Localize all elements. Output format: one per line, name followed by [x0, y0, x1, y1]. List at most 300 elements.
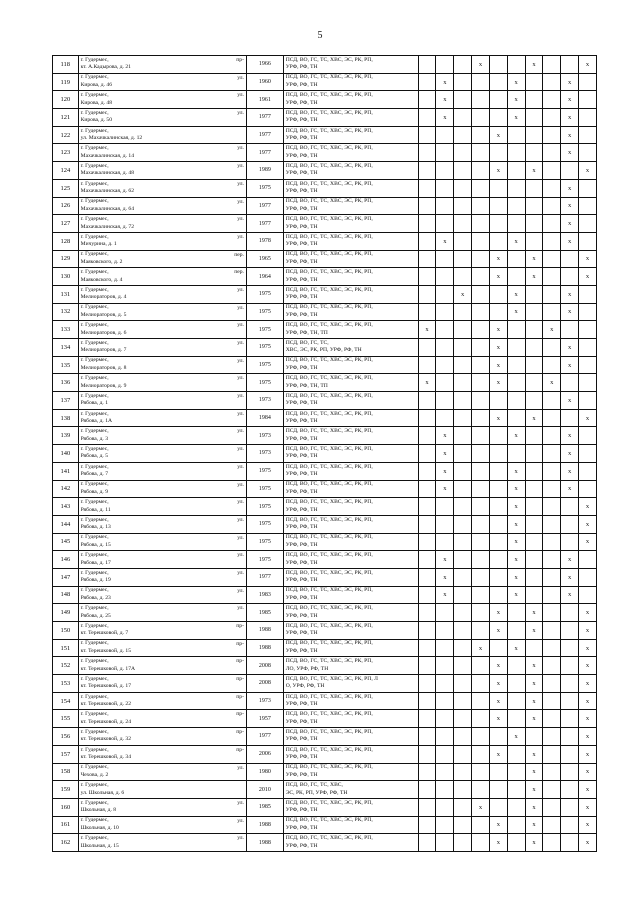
address-street-type: ул. [237, 375, 244, 382]
mark-cell: x [579, 604, 597, 622]
mark-cell: x [525, 409, 543, 427]
build-year: 1977 [246, 197, 283, 215]
mark-cell [454, 109, 472, 127]
services-line-1: ПСД, ВО, ГС, ТС, ХВС, ЭС, РК, РП, [285, 428, 373, 435]
address-street: кт. Терешковой, д. 17А [80, 665, 136, 672]
build-year: 1975 [246, 533, 283, 551]
mark-cell: x [561, 551, 579, 569]
address-street-type: пр- [236, 711, 244, 718]
row-number: 160 [53, 798, 79, 816]
address-street: Махачкалинская, д. 14 [80, 152, 135, 159]
mark-cell: x [579, 162, 597, 180]
address-city: г. Гудермес, [80, 92, 109, 99]
services-line-1: ПСД, ВО, ГС, ТС, ХВС, ЭС, РК, РП, [285, 198, 373, 205]
address-street: Рябова, д. 25 [80, 612, 111, 619]
mark-cell [507, 622, 525, 640]
address-street: кт. Терешковой, д. 15 [80, 648, 132, 655]
mark-cell [507, 798, 525, 816]
mark-cell [561, 710, 579, 728]
services-cell [283, 675, 418, 693]
address-street: Школьная, д. 8 [80, 807, 117, 814]
mark-cell [454, 639, 472, 657]
mark-cell [543, 498, 561, 516]
table-row [53, 303, 597, 321]
mark-cell [472, 73, 490, 91]
mark-cell [454, 250, 472, 268]
mark-cell [561, 622, 579, 640]
mark-cell [525, 462, 543, 480]
address-cell [78, 533, 246, 551]
services-line-2: УРФ, РФ, ТН [285, 294, 318, 301]
table-row [53, 657, 597, 675]
row-number: 137 [53, 392, 79, 410]
address-cell [78, 622, 246, 640]
table-row [53, 162, 597, 180]
mark-cell [525, 374, 543, 392]
mark-cell [543, 268, 561, 286]
mark-cell [579, 179, 597, 197]
mark-cell [454, 745, 472, 763]
address-street-type: ул. [237, 304, 244, 311]
address-city: г. Гудермес, [80, 481, 109, 488]
table-row [53, 250, 597, 268]
mark-cell [436, 303, 454, 321]
services-line-1: ПСД, ВО, ГС, ТС, ХВС, ЭС, РК, РП, Л [285, 675, 378, 682]
row-number: 140 [53, 445, 79, 463]
address-cell [78, 586, 246, 604]
mark-cell: x [525, 710, 543, 728]
mark-cell [489, 144, 507, 162]
mark-cell [489, 462, 507, 480]
build-year: 2008 [246, 657, 283, 675]
mark-cell: x [525, 834, 543, 852]
address-street-type: ул. [237, 357, 244, 364]
services-cell [283, 515, 418, 533]
address-street-type: ул. [237, 340, 244, 346]
mark-cell [472, 374, 490, 392]
services-line-2: УРФ, РФ, ТН, ТП [285, 329, 328, 336]
address-city: г. Гудермес, [80, 622, 109, 629]
services-cell [283, 374, 418, 392]
mark-cell [489, 798, 507, 816]
mark-cell: x [561, 445, 579, 463]
mark-cell [543, 834, 561, 852]
mark-cell [436, 179, 454, 197]
mark-cell: x [489, 356, 507, 374]
table-body [53, 56, 597, 852]
mark-cell: x [579, 675, 597, 693]
mark-cell: x [418, 321, 436, 339]
mark-cell: x [489, 657, 507, 675]
services-line-2: УРФ, РФ, ТН [285, 771, 318, 778]
address-cell [78, 392, 246, 410]
mark-cell [454, 197, 472, 215]
mark-cell [472, 197, 490, 215]
mark-cell [472, 285, 490, 303]
row-number: 123 [53, 144, 79, 162]
services-line-2: УРФ, РФ, ТН [285, 594, 318, 601]
mark-cell [507, 445, 525, 463]
services-line-2: ЛО, УРФ, РФ, ТН [285, 665, 329, 672]
mark-cell [472, 409, 490, 427]
mark-cell [472, 675, 490, 693]
mark-cell [454, 91, 472, 109]
mark-cell [561, 374, 579, 392]
services-cell [283, 268, 418, 286]
services-line-1: ПСД, ВО, ГС, ТС, ХВС, ЭС, РК, РП, [285, 215, 373, 222]
address-street-type: ул. [237, 428, 244, 435]
mark-cell [525, 321, 543, 339]
address-cell [78, 480, 246, 498]
mark-cell [543, 427, 561, 445]
mark-cell [472, 692, 490, 710]
build-year: 2006 [246, 745, 283, 763]
mark-cell [418, 356, 436, 374]
build-year: 1988 [246, 622, 283, 640]
address-city: г. Гудермес, [80, 534, 109, 541]
mark-cell [579, 374, 597, 392]
table-row [53, 798, 597, 816]
services-cell [283, 622, 418, 640]
address-street-type: ул. [237, 286, 244, 293]
mark-cell [436, 657, 454, 675]
mark-cell [489, 73, 507, 91]
address-cell [78, 56, 246, 74]
mark-cell [489, 197, 507, 215]
mark-cell: x [579, 657, 597, 675]
mark-cell [489, 445, 507, 463]
mark-cell [436, 781, 454, 799]
mark-cell [561, 533, 579, 551]
table-row [53, 568, 597, 586]
address-city: г. Гудермес, [80, 251, 109, 258]
services-line-1: ПСД, ВО, ГС, ТС, ХВС, [285, 781, 343, 788]
mark-cell [472, 179, 490, 197]
mark-cell [436, 321, 454, 339]
address-city: г. Гудермес, [80, 215, 109, 222]
mark-cell [454, 568, 472, 586]
address-street: Школьная, д. 10 [80, 824, 119, 831]
mark-cell [418, 339, 436, 357]
mark-cell [436, 126, 454, 144]
mark-cell [561, 692, 579, 710]
table-row [53, 551, 597, 569]
services-cell [283, 356, 418, 374]
row-number: 162 [53, 834, 79, 852]
mark-cell: x [561, 392, 579, 410]
services-line-2: УРФ, РФ, ТН [285, 223, 318, 230]
mark-cell [525, 392, 543, 410]
mark-cell: x [436, 427, 454, 445]
mark-cell [561, 498, 579, 516]
mark-cell [472, 622, 490, 640]
mark-cell [489, 533, 507, 551]
services-cell [283, 533, 418, 551]
services-line-1: ПСД, ВО, ГС, ТС, ХВС, ЭС, РК, РП, [285, 605, 373, 612]
address-street: Махачкалинская, д. 62 [80, 188, 135, 195]
address-cell [78, 250, 246, 268]
mark-cell: x [507, 303, 525, 321]
services-line-2: УРФ, РФ, ТН [285, 99, 318, 106]
services-line-1: ПСД, ВО, ГС, ТС, ХВС, ЭС, РК, РП, [285, 587, 373, 594]
services-line-1: ПСД, ВО, ГС, ТС, ХВС, ЭС, РК, РП, [285, 410, 373, 417]
address-city: г. Гудермес, [80, 817, 109, 824]
services-cell [283, 232, 418, 250]
services-cell [283, 692, 418, 710]
row-number: 125 [53, 179, 79, 197]
mark-cell [543, 798, 561, 816]
address-cell [78, 604, 246, 622]
table-row [53, 374, 597, 392]
address-street-type: ул. [237, 180, 244, 187]
services-cell [283, 498, 418, 516]
build-year: 1966 [246, 56, 283, 74]
mark-cell [543, 657, 561, 675]
mark-cell [579, 339, 597, 357]
mark-cell [543, 303, 561, 321]
address-street: кт. А.Кадырова, д. 21 [80, 64, 131, 71]
mark-cell [489, 763, 507, 781]
mark-cell: x [579, 816, 597, 834]
address-street: кт. Терешковой, д. 24 [80, 718, 132, 725]
build-year: 1977 [246, 126, 283, 144]
address-cell [78, 445, 246, 463]
mark-cell [561, 268, 579, 286]
services-cell [283, 551, 418, 569]
mark-cell: x [507, 586, 525, 604]
table-row [53, 285, 597, 303]
mark-cell: x [489, 409, 507, 427]
services-line-1: ПСД, ВО, ГС, ТС, ХВС, ЭС, РК, РП, [285, 392, 373, 399]
address-city: г. Гудермес, [80, 145, 109, 152]
services-line-2: УРФ, РФ, ТН [285, 435, 318, 442]
mark-cell [472, 834, 490, 852]
mark-cell: x [507, 73, 525, 91]
mark-cell [454, 445, 472, 463]
services-line-2: УРФ, РФ, ТН [285, 418, 318, 425]
table-row [53, 480, 597, 498]
address-street-type: пер. [234, 269, 244, 276]
mark-cell [436, 285, 454, 303]
mark-cell [454, 409, 472, 427]
mark-cell: x [525, 692, 543, 710]
mark-cell [579, 321, 597, 339]
mark-cell: x [436, 73, 454, 91]
services-line-1: ПСД, ВО, ГС, ТС, ХВС, ЭС, РК, РП, [285, 746, 373, 753]
address-street: Мелиораторов, д. 6 [80, 329, 127, 336]
table-row [53, 763, 597, 781]
mark-cell [454, 268, 472, 286]
mark-cell: x [507, 480, 525, 498]
services-line-2: УРФ, РФ, ТН [285, 736, 318, 743]
table-row [53, 91, 597, 109]
mark-cell [507, 250, 525, 268]
mark-cell: x [579, 56, 597, 74]
mark-cell: x [561, 232, 579, 250]
services-cell [283, 728, 418, 746]
row-number: 134 [53, 339, 79, 357]
mark-cell [525, 197, 543, 215]
mark-cell [543, 781, 561, 799]
mark-cell [579, 303, 597, 321]
mark-cell: x [561, 339, 579, 357]
mark-cell [454, 374, 472, 392]
mark-cell: x [489, 834, 507, 852]
address-cell [78, 781, 246, 799]
mark-cell [507, 339, 525, 357]
row-number: 145 [53, 533, 79, 551]
row-number: 139 [53, 427, 79, 445]
mark-cell [454, 763, 472, 781]
address-street: Рябова, д. 15 [80, 541, 111, 548]
services-line-2: УРФ, РФ, ТН [285, 117, 318, 124]
address-city: г. Гудермес, [80, 56, 109, 63]
build-year: 1964 [246, 268, 283, 286]
services-line-1: ПСД, ВО, ГС, ТС, ХВС, ЭС, РК, РП, [285, 552, 373, 558]
mark-cell [579, 91, 597, 109]
mark-cell: x [543, 321, 561, 339]
mark-cell [507, 834, 525, 852]
build-year: 1961 [246, 91, 283, 109]
table-row [53, 604, 597, 622]
mark-cell [454, 462, 472, 480]
mark-cell: x [579, 268, 597, 286]
row-number: 153 [53, 675, 79, 693]
mark-cell: x [489, 692, 507, 710]
mark-cell [436, 268, 454, 286]
mark-cell [543, 73, 561, 91]
services-line-1: ПСД, ВО, ГС, ТС, ХВС, ЭС, РК, РП, [285, 56, 373, 63]
mark-cell [436, 763, 454, 781]
mark-cell [454, 834, 472, 852]
row-number: 152 [53, 657, 79, 675]
mark-cell [489, 586, 507, 604]
mark-cell: x [507, 515, 525, 533]
mark-cell: x [525, 604, 543, 622]
table-row [53, 232, 597, 250]
table-row [53, 356, 597, 374]
build-year: 1988 [246, 816, 283, 834]
address-city: г. Гудермес, [80, 764, 109, 771]
address-street-type: ул. [237, 516, 244, 523]
table-row [53, 781, 597, 799]
mark-cell: x [543, 374, 561, 392]
mark-cell [561, 834, 579, 852]
mark-cell [454, 710, 472, 728]
mark-cell [472, 462, 490, 480]
mark-cell [543, 250, 561, 268]
mark-cell: x [507, 427, 525, 445]
mark-cell [489, 498, 507, 516]
services-line-2: ЭС, РК, РП, УРФ, РФ, ТН [285, 789, 348, 796]
address-cell [78, 763, 246, 781]
mark-cell [472, 728, 490, 746]
build-year: 1975 [246, 339, 283, 357]
address-cell [78, 339, 246, 357]
services-line-1: ПСД, ВО, ГС, ТС, ХВС, ЭС, РК, РП, [285, 817, 373, 824]
table-row [53, 126, 597, 144]
mark-cell [543, 480, 561, 498]
build-year: 1975 [246, 374, 283, 392]
services-cell [283, 179, 418, 197]
mark-cell [579, 427, 597, 445]
mark-cell: x [579, 763, 597, 781]
address-city: г. Гудермес, [80, 587, 109, 594]
mark-cell [525, 179, 543, 197]
mark-cell: x [436, 551, 454, 569]
mark-cell [543, 197, 561, 215]
build-year: 1977 [246, 215, 283, 233]
address-cell [78, 675, 246, 693]
mark-cell [579, 109, 597, 127]
mark-cell [507, 657, 525, 675]
mark-cell: x [436, 568, 454, 586]
services-cell [283, 73, 418, 91]
table-row [53, 445, 597, 463]
mark-cell [472, 710, 490, 728]
mark-cell [543, 692, 561, 710]
mark-cell [543, 285, 561, 303]
services-line-2: ХВС, ЭС, РК, РП, УРФ, РФ, ТН [285, 347, 362, 354]
mark-cell: x [579, 728, 597, 746]
row-number: 144 [53, 515, 79, 533]
mark-cell [579, 392, 597, 410]
services-line-1: ПСД, ВО, ГС, ТС, ХВС, ЭС, РК, РП, [285, 180, 373, 187]
services-cell [283, 745, 418, 763]
row-number: 159 [53, 781, 79, 799]
mark-cell [418, 250, 436, 268]
mark-cell: x [579, 781, 597, 799]
mark-cell: x [507, 91, 525, 109]
services-cell [283, 392, 418, 410]
mark-cell: x [561, 126, 579, 144]
mark-cell [436, 215, 454, 233]
mark-cell [561, 515, 579, 533]
mark-cell: x [561, 285, 579, 303]
services-cell [283, 657, 418, 675]
mark-cell [418, 622, 436, 640]
address-street-type: ул. [237, 110, 244, 117]
address-city: г. Гудермес, [80, 357, 109, 364]
services-line-2: УРФ, РФ, ТН, ТП [285, 382, 328, 389]
row-number: 149 [53, 604, 79, 622]
address-city: г. Гудермес, [80, 162, 109, 169]
address-city: г. Гудермес, [80, 693, 109, 700]
mark-cell [579, 73, 597, 91]
mark-cell: x [525, 268, 543, 286]
mark-cell [436, 816, 454, 834]
mark-cell [454, 427, 472, 445]
address-street-type: пр- [236, 658, 244, 665]
mark-cell [472, 551, 490, 569]
mark-cell: x [561, 480, 579, 498]
mark-cell [454, 515, 472, 533]
services-line-1: ПСД, ВО, ГС, ТС, ХВС, ЭС, РК, РП, [285, 92, 373, 99]
address-street: Чехова, д. 2 [80, 771, 109, 778]
mark-cell [561, 604, 579, 622]
build-year: 1978 [246, 232, 283, 250]
mark-cell [418, 197, 436, 215]
mark-cell [525, 427, 543, 445]
services-cell [283, 162, 418, 180]
services-line-2: УРФ, РФ, ТН [285, 524, 318, 531]
services-line-1: ПСД, ВО, ГС, ТС, ХВС, ЭС, РК, РП, [285, 693, 373, 700]
mark-cell [454, 179, 472, 197]
mark-cell: x [489, 675, 507, 693]
mark-cell [543, 745, 561, 763]
mark-cell [543, 179, 561, 197]
build-year: 1957 [246, 710, 283, 728]
